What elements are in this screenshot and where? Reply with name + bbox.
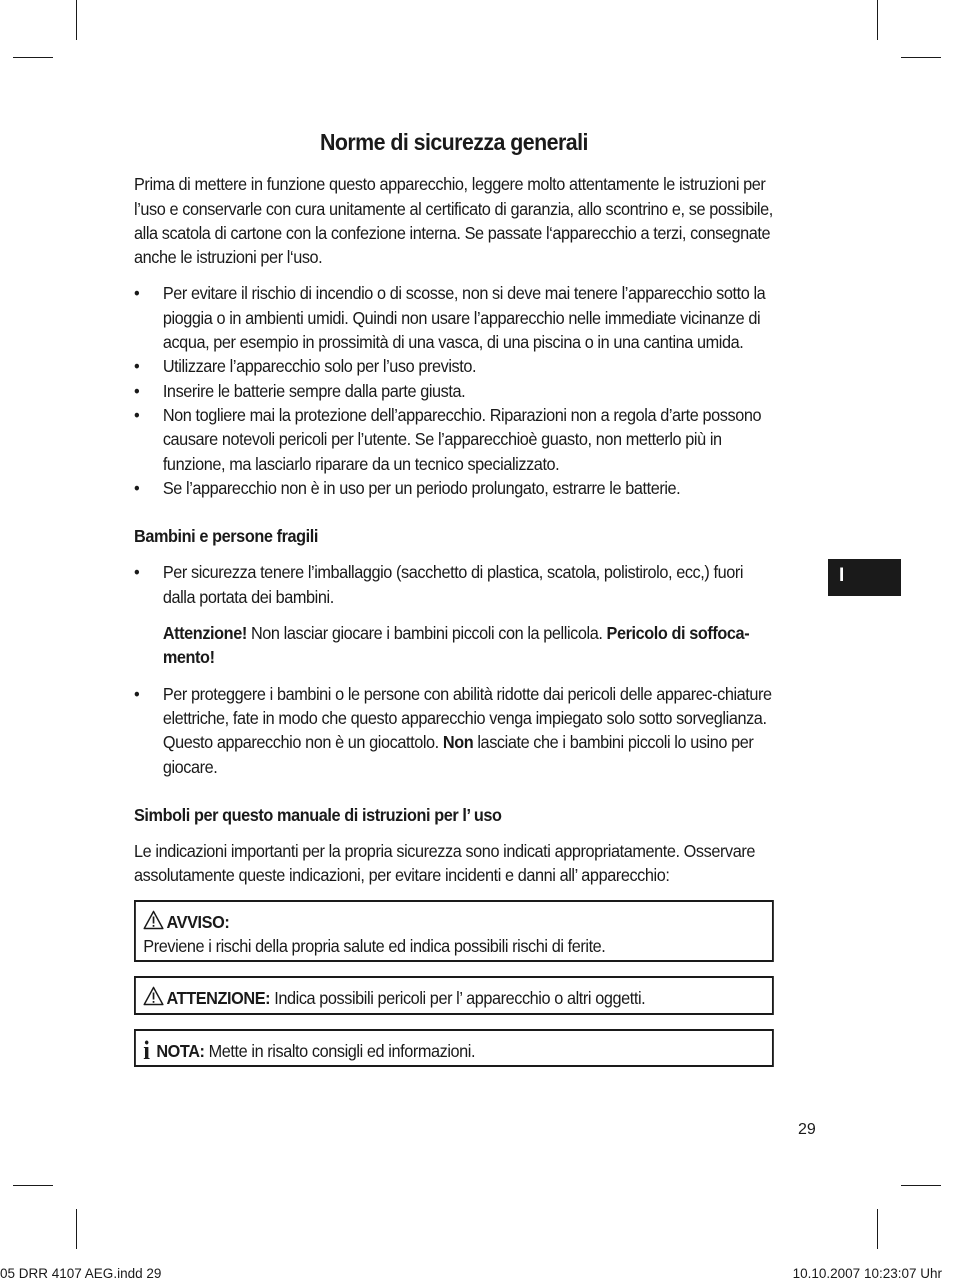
children-list <box>134 560 774 609</box>
section-heading-symbols: Simboli per questo manuale di istruzioni per l’ uso <box>134 804 502 825</box>
crop-mark <box>901 1185 941 1186</box>
list-item: • Se l’apparecchio non è in uso per un periodo prolungato, estrarre le batterie. <box>134 476 774 500</box>
warning-triangle-icon <box>143 910 163 930</box>
page-number: 29 <box>798 1121 816 1138</box>
crop-mark <box>877 0 878 40</box>
list-item: • Utilizzare l’apparecchio solo per l’uso previsto. <box>134 354 774 378</box>
bullet: • <box>134 683 140 704</box>
avviso-text: Previene i rischi della propria salute ed indica possibili rischi di ferite. <box>143 936 606 957</box>
intro-paragraph: Prima di mettere in funzione questo apparecchio, leggere molto attentamente le istruzioni per l’uso e conservarle con cura unitamente al certificato di garanzia, allo scontrino e, se possibile, alla scatola di cartone con la confezione interna. Se passate l‘apparecchio a terzi, consegnate anche le istruzioni per l‘uso. <box>134 174 773 268</box>
warning-box-attenzione <box>134 976 774 1014</box>
nota-text: Mette in risalto consigli ed informazioni. <box>204 1040 476 1061</box>
info-icon: i <box>143 1035 150 1065</box>
list-item: • Per proteggere i bambini o le persone con abilità ridotte dai pericoli delle apparec-chiature elettriche, fate in modo che questo apparecchio venga impiegato solo sotto sorveglianza. Questo apparecchio non è un giocattolo. Non lasciate che i bambini piccoli lo usino per giocare. <box>134 683 772 777</box>
list-item: • Non togliere mai la protezione dell’apparecchio. Riparazioni non a regola d’arte possono causare notevoli pericoli per l’utente. Se l’apparecchioè guasto, non metterlo più in funzione, ma lasciarlo riparare da un tecnico specializzato. <box>134 404 762 474</box>
attenzione-text: Indica possibili pericoli per l’ apparecchio o altri oggetti. <box>270 988 646 1009</box>
list-item: • Inserire le batterie sempre dalla parte giusta. <box>134 379 774 403</box>
crop-mark <box>13 1185 53 1186</box>
attenzione-label: ATTENZIONE: <box>166 988 271 1009</box>
footer-file-info: 05 DRR 4107 AEG.indd 29 <box>0 1266 162 1281</box>
bullet: • <box>134 380 140 401</box>
footer-timestamp: 10.10.2007 10:23:07 Uhr <box>792 1266 942 1281</box>
bullet: • <box>134 404 140 425</box>
crop-mark <box>877 1209 878 1249</box>
avviso-label: AVVISO: <box>166 911 230 932</box>
attention-note: Attenzione! Non lasciar giocare i bambini piccoli con la pellicola. Pericolo di soffoca-mento! <box>162 623 750 668</box>
warning-box-avviso <box>134 900 774 963</box>
crop-mark <box>13 57 53 58</box>
info-box-nota <box>134 1029 774 1067</box>
section-heading-children: Bambini e persone fragili <box>134 526 318 547</box>
list-item: • Per evitare il rischio di incendio o di scosse, non si deve mai tenere l’apparecchio sotto la pioggia o in ambienti umidi. Quindi non usare l’apparecchio nelle immediate vicinanze di acqua, per esempio in prossimità di una vasca, di una piscina o in una cantina umida. <box>134 283 766 353</box>
list-item: • Per sicurezza tenere l’imballaggio (sacchetto di plastica, scatola, polistirolo, ecc,) fuori dalla portata dei bambini. <box>134 562 744 607</box>
language-tab: I <box>828 559 901 596</box>
symbols-intro: Le indicazioni importanti per la propria sicurezza sono indicati appropriatamente. Osservare assolutamente queste indicazioni, per evitare incidenti e danni all’ apparecchio: <box>134 841 755 886</box>
children-list-2 <box>134 682 774 779</box>
nota-label: NOTA: <box>156 1040 205 1061</box>
crop-mark <box>76 1209 77 1249</box>
crop-mark <box>901 57 941 58</box>
bullet: • <box>134 477 140 498</box>
crop-mark <box>76 0 77 40</box>
bullet: • <box>134 562 140 583</box>
bullet: • <box>134 356 140 377</box>
general-safety-list <box>134 281 774 500</box>
page-title: Norme di sicurezza generali <box>319 129 588 155</box>
bullet: • <box>134 283 140 304</box>
page-content <box>134 126 774 1067</box>
warning-triangle-icon <box>143 986 163 1006</box>
